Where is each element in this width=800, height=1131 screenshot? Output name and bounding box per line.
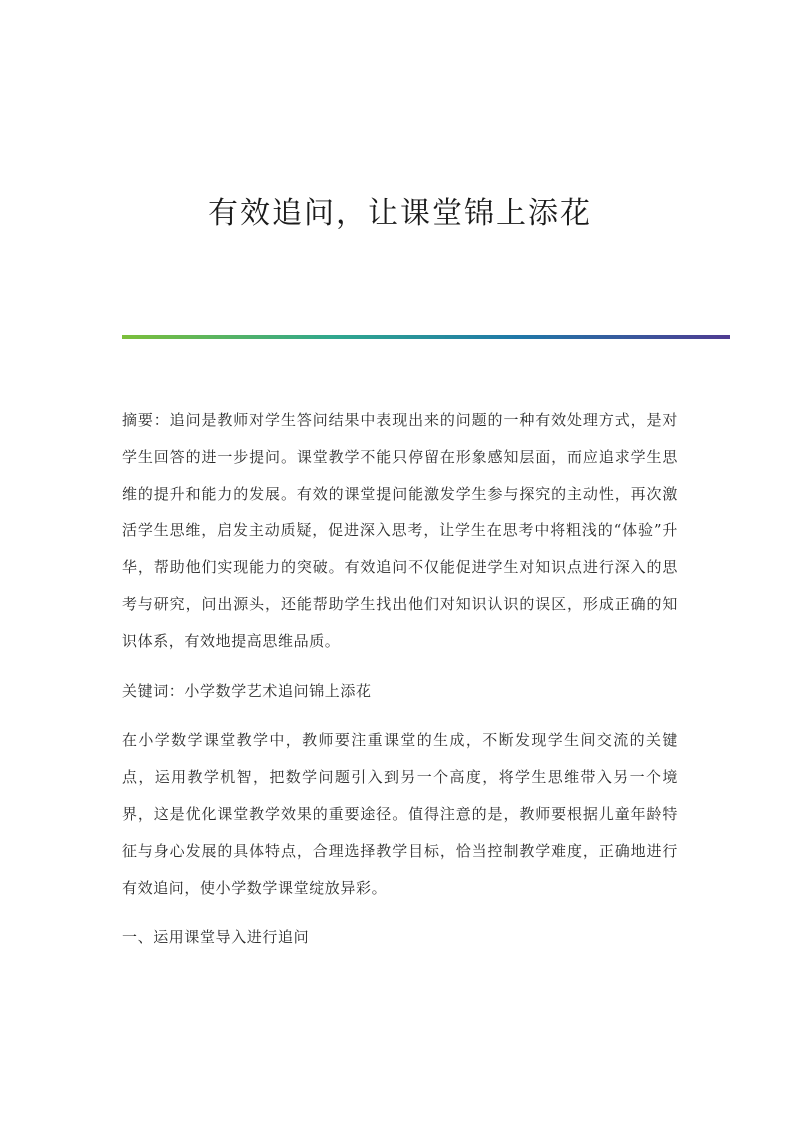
document-title: 有效追问，让课堂锦上添花 <box>208 196 592 231</box>
document-body <box>122 402 678 969</box>
intro-paragraph: 在小学数学课堂教学中，教师要注重课堂的生成，不断发现学生间交流的关键点，运用教学机智，把数学问题引入到另一个高度，将学生思维带入另一个境界，这是优化课堂教学效果的重要途径。值得注意的是，教师要根据儿童年龄特征与身心发展的具体特点，合理选择教学目标，恰当控制教学难度，正确地进行有效追问，使小学数学课堂绽放异彩。 <box>122 731 678 897</box>
section-heading: 一、运用课堂导入进行追问 <box>122 928 310 947</box>
abstract-paragraph: 摘要：追问是教师对学生答问结果中表现出来的问题的一种有效处理方式，是对学生回答的进一步提问。课堂教学不能只停留在形象感知层面，而应追求学生思维的提升和能力的发展。有效的课堂提问能激发学生参与探究的主动性，再次激活学生思维，启发主动质疑，促进深入思考，让学生在思考中将粗浅的“体验”升华，帮助他们实现能力的突破。有效追问不仅能促进学生对知识点进行深入的思考与研究，问出源头，还能帮助学生找出他们对知识认识的误区，形成正确的知识体系，有效地提高思维品质。 <box>122 411 678 650</box>
keywords-paragraph: 关键词：小学数学艺术追问锦上添花 <box>122 681 372 700</box>
title-divider <box>122 335 730 339</box>
